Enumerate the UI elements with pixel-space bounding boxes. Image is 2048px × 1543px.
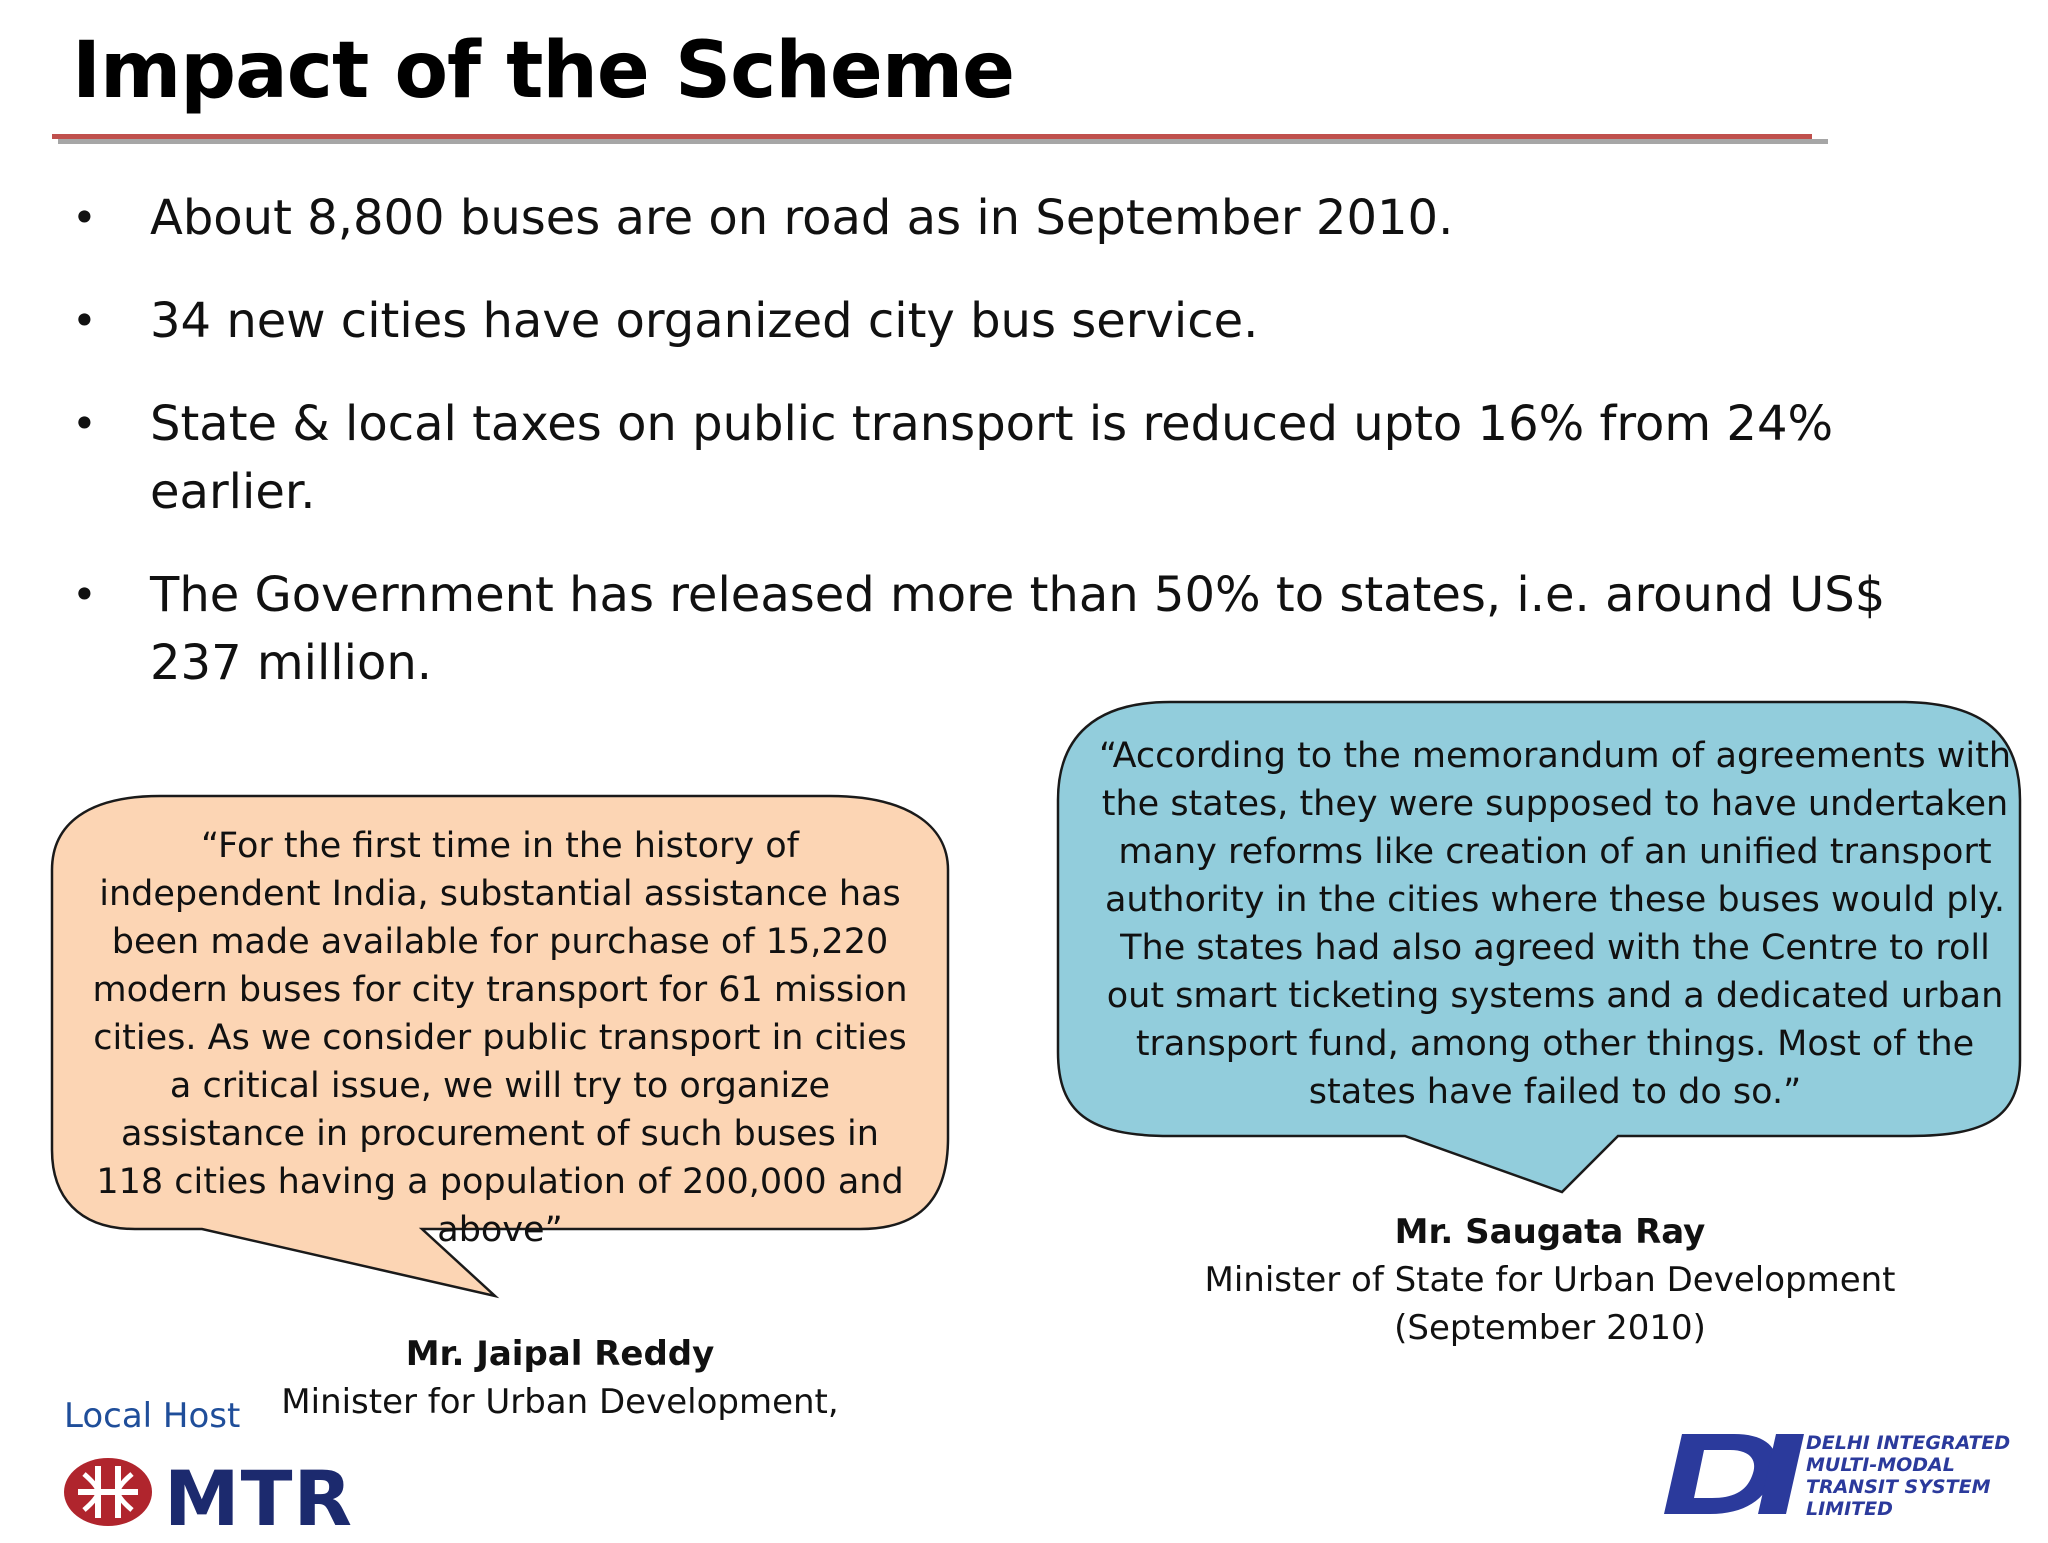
mtr-logo-icon <box>62 1456 154 1528</box>
bullet-text: State & local taxes on public transport is reduced upto 16% from 24% earlier. <box>150 396 1834 520</box>
right-attribution <box>1200 1208 1900 1352</box>
left-attribution <box>270 1330 850 1426</box>
dimts-line: MULTI-MODAL <box>1806 1454 1955 1476</box>
speaker-name: Mr. Jaipal Reddy <box>405 1334 715 1374</box>
bullet-icon: • <box>72 570 97 619</box>
speaker-name: Mr. Saugata Ray <box>1394 1212 1706 1252</box>
bullet-text: About 8,800 buses are on road as in September 2010. <box>150 190 1454 246</box>
dimts-line: LIMITED <box>1806 1498 1893 1520</box>
slide-title: Impact of the Scheme <box>72 26 1015 116</box>
bullet-icon: • <box>72 399 97 448</box>
dimts-line: TRANSIT SYSTEM <box>1806 1476 1991 1498</box>
left-quote-text: “For the first time in the history of independent India, substantial assistance has been made available for purchase of 15,220 modern buses for city transport for 61 mission cities. As we consider public transport in cities a critical issue, we will try to organize assistance in procurement of such buses in 118 cities having a population of 200,000 and above” <box>92 826 908 1250</box>
right-quote-text: “According to the memorandum of agreements with the states, they were supposed to have undertaken many reforms like creation of an unified transport authority in the cities where these buses would ply. The states had also agreed with the Centre to roll out smart ticketing systems and a dedicated urban transport fund, among other things. Most of the states have failed to do so.” <box>1098 736 2012 1112</box>
bullet-icon: • <box>72 296 97 345</box>
dimts-logo-text <box>1806 1432 2046 1520</box>
bullet-icon: • <box>72 193 97 242</box>
dimts-line: DELHI INTEGRATED <box>1806 1432 2011 1454</box>
mtr-logo-text: MTR <box>164 1454 353 1543</box>
dimts-logo-icon <box>1664 1432 1804 1516</box>
bullet-text: The Government has released more than 50% to states, i.e. around US$ 237 million. <box>150 567 1886 691</box>
bullet-text: 34 new cities have organized city bus service. <box>150 293 1259 349</box>
speaker-date: (September 2010) <box>1394 1308 1706 1348</box>
speaker-role: Minister for Urban Development, <box>281 1382 839 1422</box>
local-host-label: Local Host <box>64 1396 241 1436</box>
speaker-role: Minister of State for Urban Development <box>1204 1260 1896 1300</box>
